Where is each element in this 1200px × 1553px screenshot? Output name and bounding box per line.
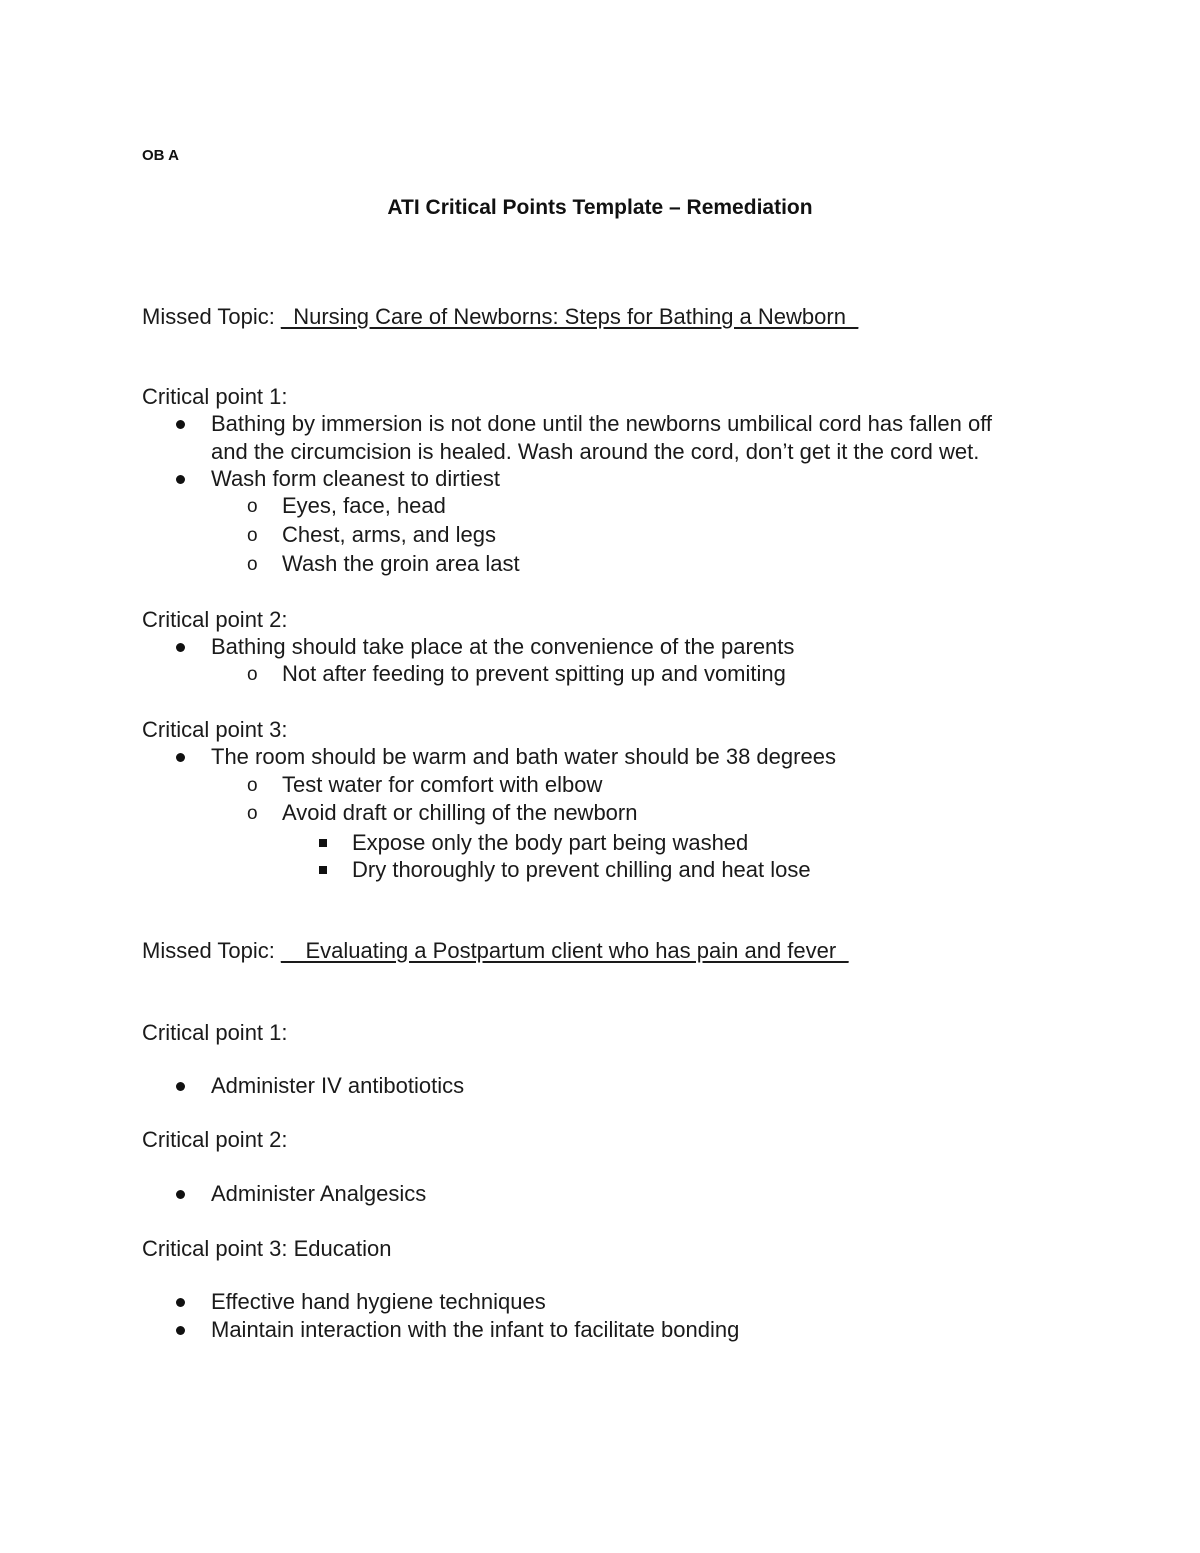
critical-point-label: Critical point 2: xyxy=(142,1127,288,1152)
bullet-icon xyxy=(176,643,185,652)
sub-sub-list-item: Dry thoroughly to prevent chilling and heat lose xyxy=(352,857,811,882)
list-item: Administer Analgesics xyxy=(211,1181,427,1206)
bullet-icon xyxy=(176,475,185,484)
square-bullet-icon xyxy=(319,839,327,847)
sub-list-item: Not after feeding to prevent spitting up and vomiting xyxy=(282,661,786,686)
circle-bullet-icon: o xyxy=(247,496,258,517)
critical-point-label: Critical point 1: xyxy=(142,1020,288,1045)
bullet-icon xyxy=(176,1298,185,1307)
bullet-icon xyxy=(176,420,185,429)
sub-list-item: Test water for comfort with elbow xyxy=(282,772,603,797)
missed-topic-name: _Nursing Care of Newborns: Steps for Bathing a Newborn_ xyxy=(280,304,859,329)
missed-topic-name: __Evaluating a Postpartum client who has pain and fever_ xyxy=(280,938,849,963)
missed-topic-2 xyxy=(142,937,848,965)
sub-list-item: Chest, arms, and legs xyxy=(282,522,496,547)
list-item: Bathing should take place at the convenience of the parents xyxy=(211,634,795,659)
critical-point-label: Critical point 3: xyxy=(142,717,288,742)
sub-sub-list-item: Expose only the body part being washed xyxy=(352,830,749,855)
list-item: Wash form cleanest to dirtiest xyxy=(211,466,500,491)
list-item: Effective hand hygiene techniques xyxy=(211,1289,546,1314)
document-title: ATI Critical Points Template – Remediation xyxy=(387,196,813,219)
bullet-icon xyxy=(176,1326,185,1335)
critical-point-label: Critical point 1: xyxy=(142,384,288,409)
list-item: Maintain interaction with the infant to facilitate bonding xyxy=(211,1317,740,1342)
missed-topic-prefix: Missed Topic: xyxy=(142,938,281,963)
list-item-continued: and the circumcision is healed. Wash around the cord, don’t get it the cord wet. xyxy=(211,439,980,464)
bullet-icon xyxy=(176,1190,185,1199)
list-item: Administer IV antibotiotics xyxy=(211,1073,465,1098)
sub-list-item: Eyes, face, head xyxy=(282,493,446,518)
bullet-icon xyxy=(176,753,185,762)
circle-bullet-icon: o xyxy=(247,554,258,575)
square-bullet-icon xyxy=(319,866,327,874)
list-item: Bathing by immersion is not done until the newborns umbilical cord has fallen off xyxy=(211,411,993,436)
sub-list-item: Avoid draft or chilling of the newborn xyxy=(282,800,638,825)
critical-point-label: Critical point 2: xyxy=(142,607,288,632)
circle-bullet-icon: o xyxy=(247,803,258,824)
critical-point-label: Critical point 3: Education xyxy=(142,1236,392,1261)
circle-bullet-icon: o xyxy=(247,775,258,796)
missed-topic-prefix: Missed Topic: xyxy=(142,304,281,329)
missed-topic-1 xyxy=(142,303,858,331)
document-label: OB A xyxy=(142,147,179,164)
bullet-icon xyxy=(176,1082,185,1091)
circle-bullet-icon: o xyxy=(247,664,258,685)
circle-bullet-icon: o xyxy=(247,525,258,546)
list-item: The room should be warm and bath water should be 38 degrees xyxy=(211,744,836,769)
sub-list-item: Wash the groin area last xyxy=(282,551,520,576)
